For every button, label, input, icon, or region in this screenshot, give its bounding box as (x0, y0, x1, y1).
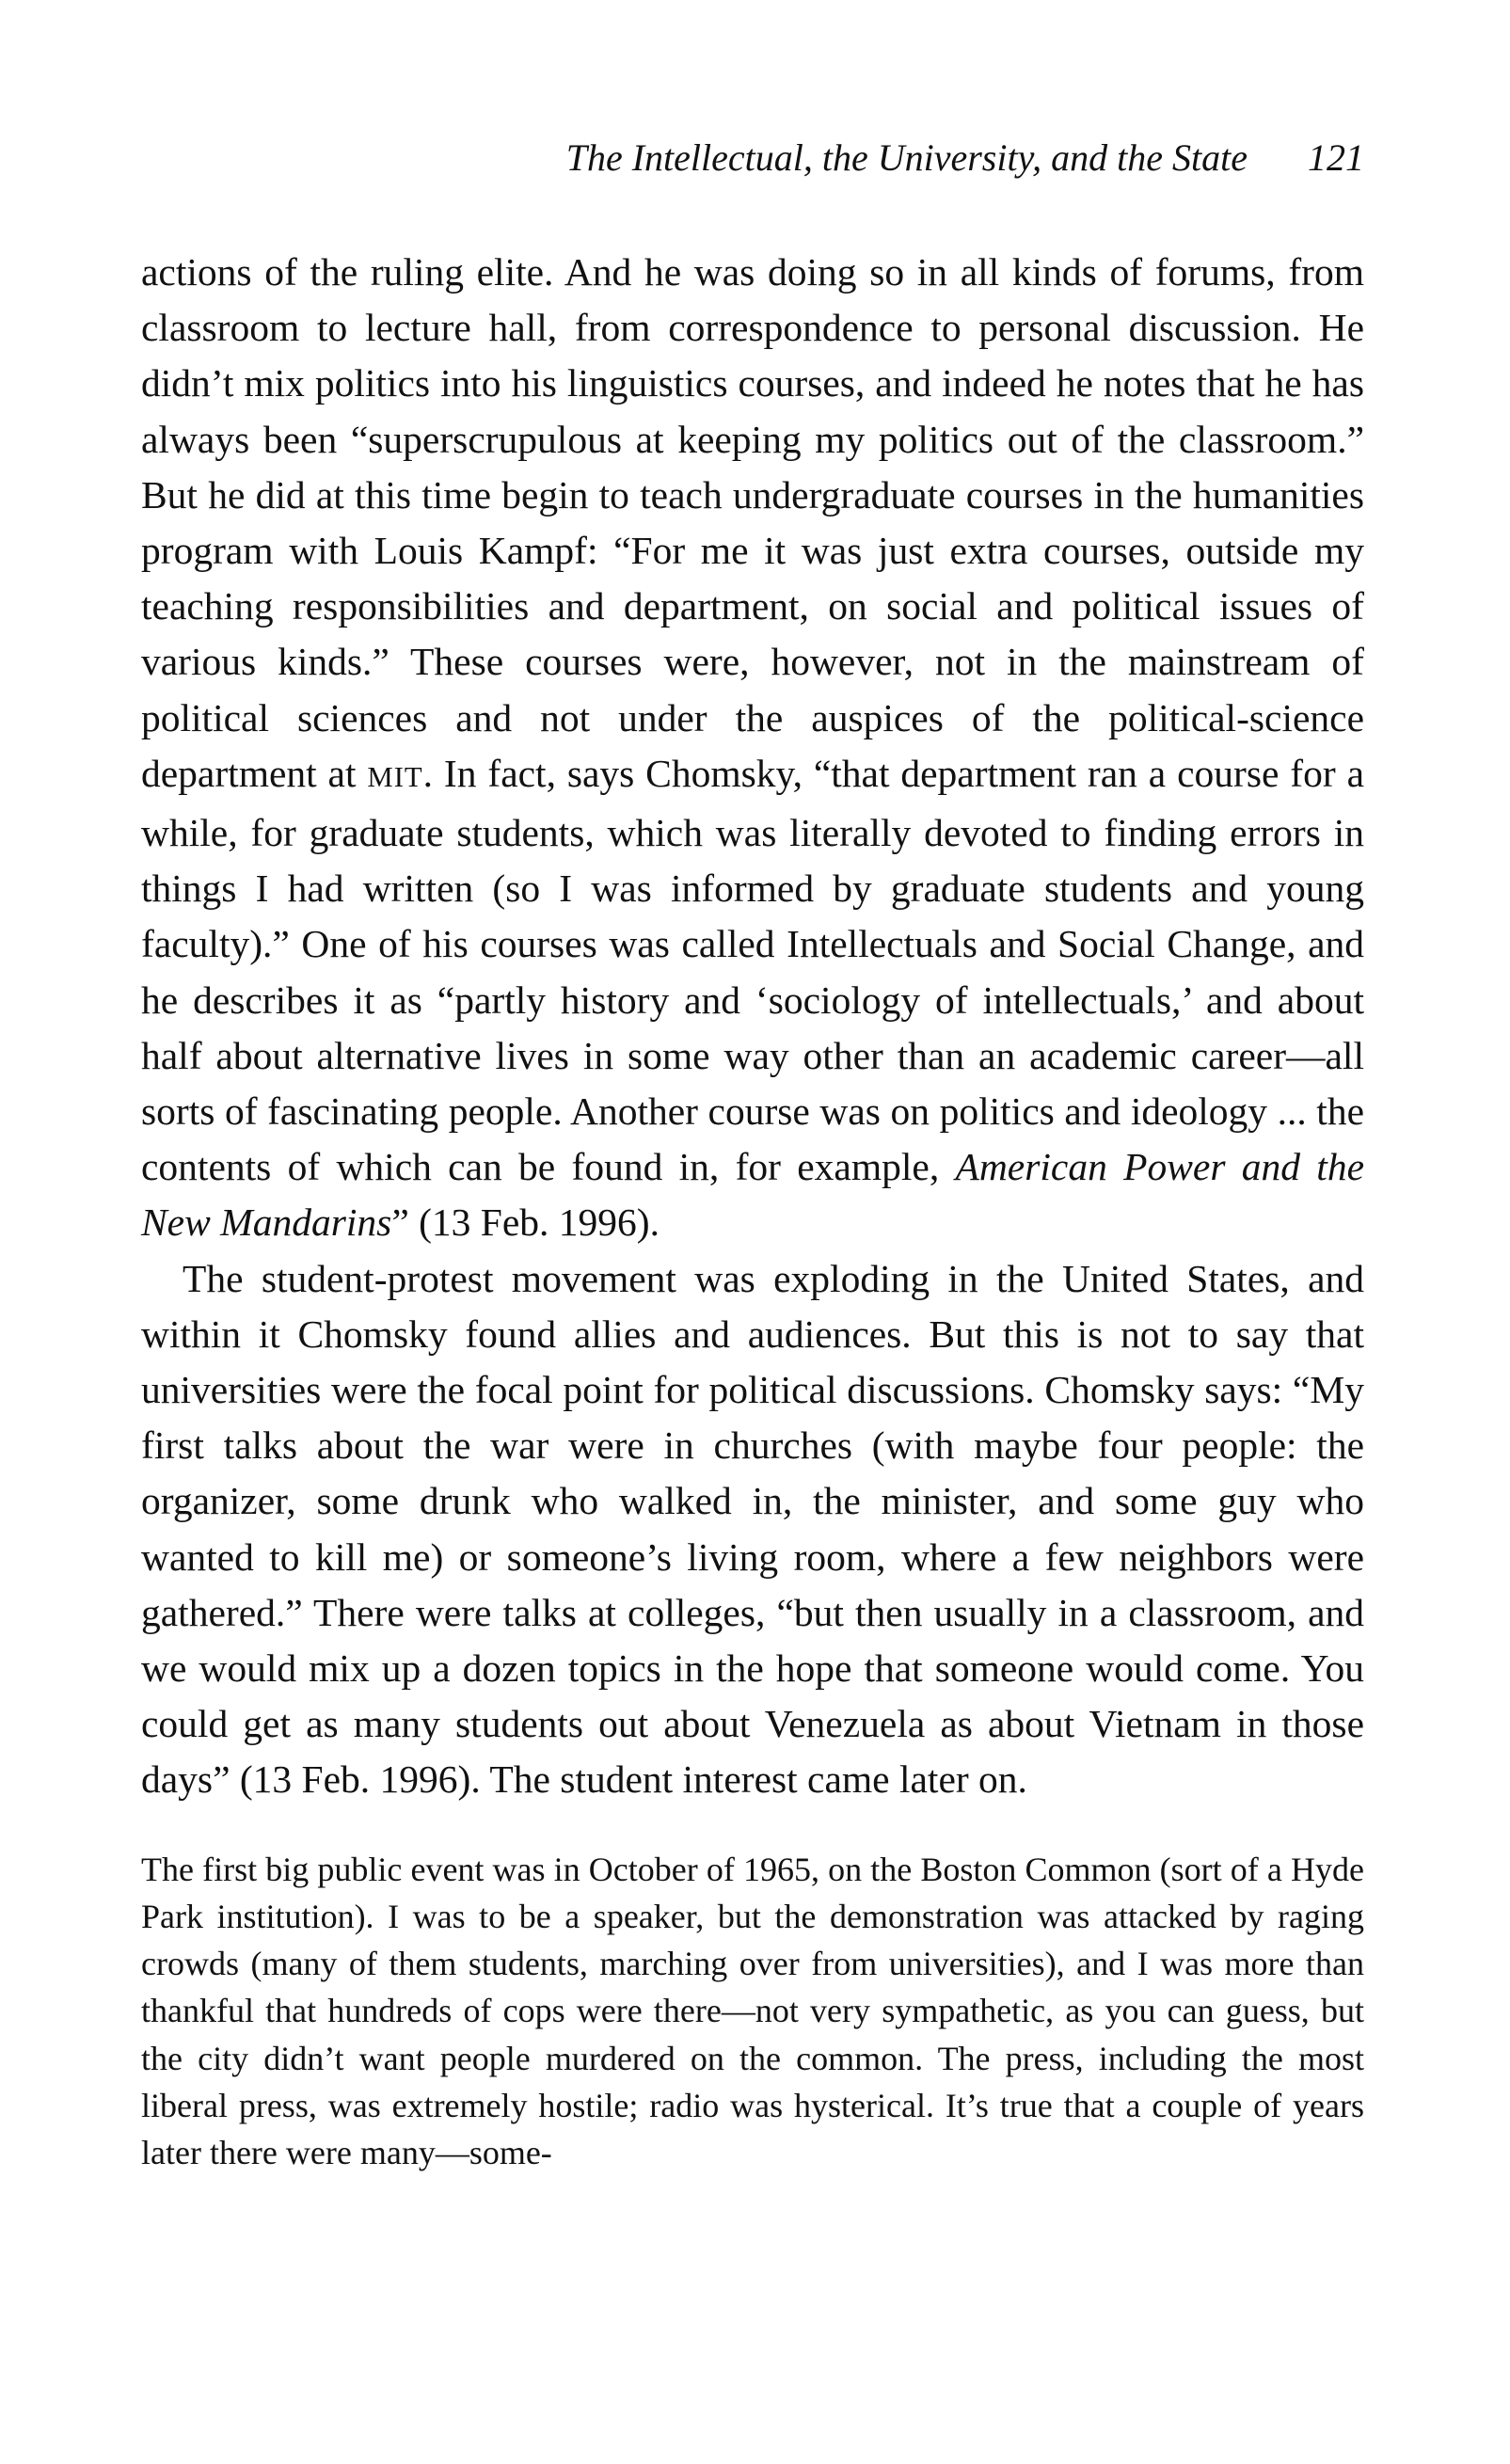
block-quote (141, 1846, 1364, 2176)
page-number: 121 (1308, 136, 1364, 179)
book-title: American Power and the New Mandarins (141, 1145, 1364, 1245)
paragraph-1 (141, 245, 1364, 1251)
paragraph-1-part-1: actions of the ruling elite. And he was doing so in all kinds of forums, from classroom to lecture hall, from correspondence to personal discussion. He didn’t mix politics into his linguistics courses, and indeed he notes that he has always been “superscrupulous at keeping my politics out of the classroom.” But he did at this time begin to teach undergraduate courses in the humanities program with Louis Kampf: “For me it was just extra courses, outside my teaching responsibilities and department, on social and political issues of various kinds.” These courses were, however, not in the mainstream of political sciences and not under the auspices of the political-science department at (141, 250, 1364, 795)
paragraph-2: The student-protest movement was exploding in the United States, and within it Chomsky found allies and audiences. But this is not to say that universities were the focal point for political discussions. Chomsky says: “My first talks about the war were in churches (with maybe four people: the organizer, some drunk who walked in, the minister, and some guy who wanted to kill me) or someone’s living room, where a few neighbors were gathered.” There were talks at colleges, “but then usually in a classroom, and we would mix up a dozen topics in the hope that someone would come. You could get as many students out about Venezuela as about Vietnam in those days” (13 Feb. 1996). The student interest came later on. (141, 1256, 1364, 1802)
book-page (141, 132, 1364, 2176)
mit-smallcaps: MIT (367, 760, 423, 793)
running-head-title: The Intellectual, the University, and the State (565, 136, 1248, 179)
paragraph-1-part-3: ” (13 Feb. 1996). (391, 1200, 660, 1245)
running-head (141, 132, 1364, 184)
body-text (141, 245, 1364, 1808)
block-quote-text: The first big public event was in October of 1965, on the Boston Common (sort of a Hyde Park institution). I was to be a speaker, but the demonstration was attacked by raging crowds (many of them students, marching over from universities), and I was more than thankful that hundreds of cops were there—not very sympathetic, as you can guess, but the city didn’t want people murdered on the common. The press, including the most liberal press, was extremely hostile; radio was hysterical. It’s true that a couple of years later there were many—some- (141, 1850, 1364, 2171)
paragraph-1-part-2: . In fact, says Chomsky, “that department ran a course for a while, for graduate students, which was literally devoted to finding errors in things I had written (so I was informed by graduate students and young faculty).” One of his courses was called Intellectuals and Social Change, and he describes it as “partly history and ‘sociology of intellectuals,’ and about half about alternative lives in some way other than an academic career—all sorts of fascinating people. Another course was on politics and ideology ... the contents of which can be found in, for example, (141, 751, 1364, 1189)
